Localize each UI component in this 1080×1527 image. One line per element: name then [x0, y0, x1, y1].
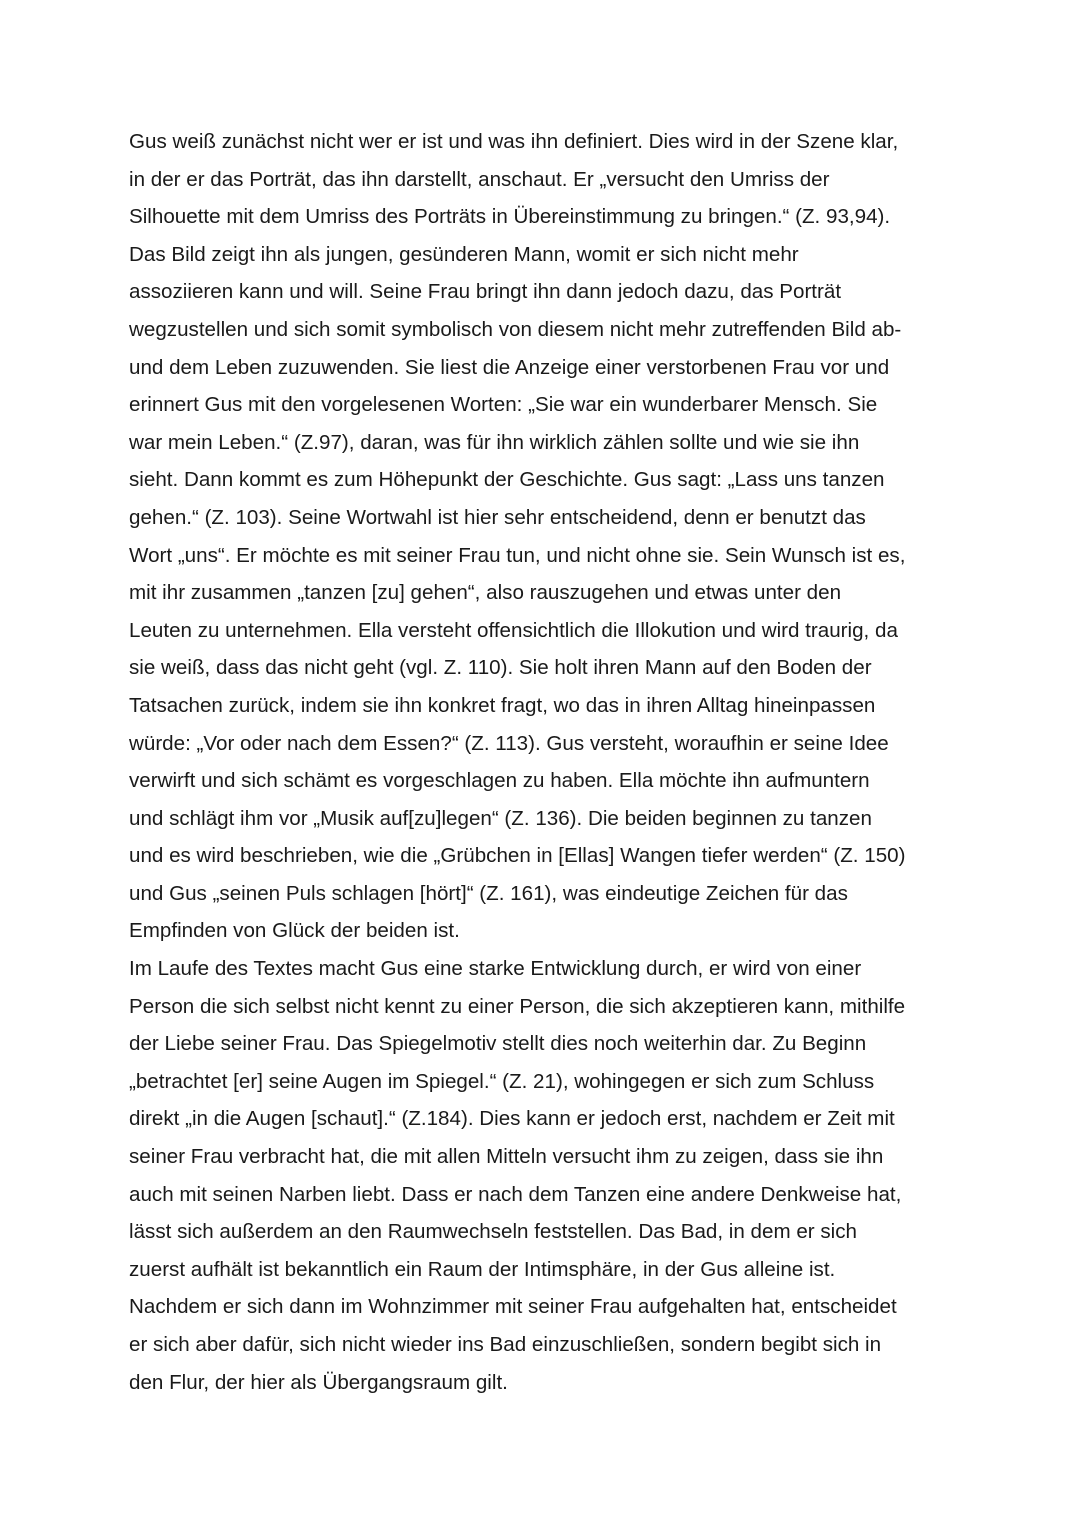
text-line: sieht. Dann kommt es zum Höhepunkt der Geschichte. Gus sagt: „Lass uns tanzen: [129, 468, 885, 492]
text-line: auch mit seinen Narben liebt. Dass er nach dem Tanzen eine andere Denkweise hat,: [129, 1182, 902, 1206]
text-line: Das Bild zeigt ihn als jungen, gesünderen Mann, womit er sich nicht mehr: [129, 242, 799, 266]
text-line: zuerst aufhält ist bekanntlich ein Raum der Intimsphäre, in der Gus alleine ist.: [129, 1257, 836, 1281]
text-line: den Flur, der hier als Übergangsraum gilt.: [129, 1370, 508, 1394]
body-text: [129, 123, 969, 1401]
text-line: Person die sich selbst nicht kennt zu einer Person, die sich akzeptieren kann, mithilfe: [129, 994, 906, 1018]
text-line: war mein Leben.“ (Z.97), daran, was für ihn wirklich zählen sollte und wie sie ihn: [129, 430, 860, 454]
text-line: in der er das Porträt, das ihn darstellt, anschaut. Er „versucht den Umriss der: [129, 167, 830, 191]
text-line: direkt „in die Augen [schaut].“ (Z.184). Dies kann er jedoch erst, nachdem er Zeit mit: [129, 1107, 895, 1131]
text-line: Silhouette mit dem Umriss des Porträts in Übereinstimmung zu bringen.“ (Z. 93,94).: [129, 205, 891, 229]
text-line: erinnert Gus mit den vorgelesenen Worten: „Sie war ein wunderbarer Mensch. Sie: [129, 393, 878, 417]
text-line: und dem Leben zuzuwenden. Sie liest die Anzeige einer verstorbenen Frau vor und: [129, 355, 890, 379]
text-line: würde: „Vor oder nach dem Essen?“ (Z. 113). Gus versteht, woraufhin er seine Idee: [129, 731, 889, 755]
text-line: verwirft und sich schämt es vorgeschlagen zu haben. Ella möchte ihn aufmuntern: [129, 769, 870, 793]
text-line: sie weiß, dass das nicht geht (vgl. Z. 110). Sie holt ihren Mann auf den Boden der: [129, 656, 872, 680]
text-line: Gus weiß zunächst nicht wer er ist und was ihn definiert. Dies wird in der Szene klar,: [129, 130, 899, 153]
text-line: und Gus „seinen Puls schlagen [hört]“ (Z. 161), was eindeutige Zeichen für das: [129, 881, 848, 905]
text-line: und schlägt ihm vor „Musik auf[zu]legen“ (Z. 136). Die beiden beginnen zu tanzen: [129, 806, 872, 830]
text-line: Empfinden von Glück der beiden ist.: [129, 919, 460, 943]
text-line: wegzustellen und sich somit symbolisch von diesem nicht mehr zutreffenden Bild ab-: [129, 317, 902, 341]
text-line: und es wird beschrieben, wie die „Grübchen in [Ellas] Wangen tiefer werden“ (Z. 150): [129, 844, 906, 868]
text-line: Tatsachen zurück, indem sie ihn konkret fragt, wo das in ihren Alltag hineinpassen: [129, 693, 876, 717]
text-line: Leuten zu unternehmen. Ella versteht offensichtlich die Illokution und wird traurig, da: [129, 618, 898, 642]
text-line: gehen.“ (Z. 103). Seine Wortwahl ist hier sehr entscheidend, denn er benutzt das: [129, 505, 866, 529]
text-line: „betrachtet [er] seine Augen im Spiegel.“ (Z. 21), wohingegen er sich zum Schluss: [129, 1069, 875, 1093]
text-line: der Liebe seiner Frau. Das Spiegelmotiv stellt dies noch weiterhin dar. Zu Beginn: [129, 1032, 867, 1056]
text-line: Im Laufe des Textes macht Gus eine starke Entwicklung durch, er wird von einer: [129, 957, 862, 981]
text-line: Nachdem er sich dann im Wohnzimmer mit seiner Frau aufgehalten hat, entscheidet: [129, 1295, 897, 1319]
text-line: assoziieren kann und will. Seine Frau bringt ihn dann jedoch dazu, das Porträt: [129, 280, 842, 304]
text-line: Wort „uns“. Er möchte es mit seiner Frau tun, und nicht ohne sie. Sein Wunsch ist es,: [129, 543, 906, 567]
text-line: lässt sich außerdem an den Raumwechseln feststellen. Das Bad, in dem er sich: [129, 1220, 857, 1244]
text-line: er sich aber dafür, sich nicht wieder ins Bad einzuschließen, sondern begibt sich in: [129, 1333, 882, 1356]
text-line: seiner Frau verbracht hat, die mit allen Mitteln versucht ihm zu zeigen, dass sie ihn: [129, 1145, 884, 1169]
text-line: mit ihr zusammen „tanzen [zu] gehen“, also rauszugehen und etwas unter den: [129, 581, 842, 605]
